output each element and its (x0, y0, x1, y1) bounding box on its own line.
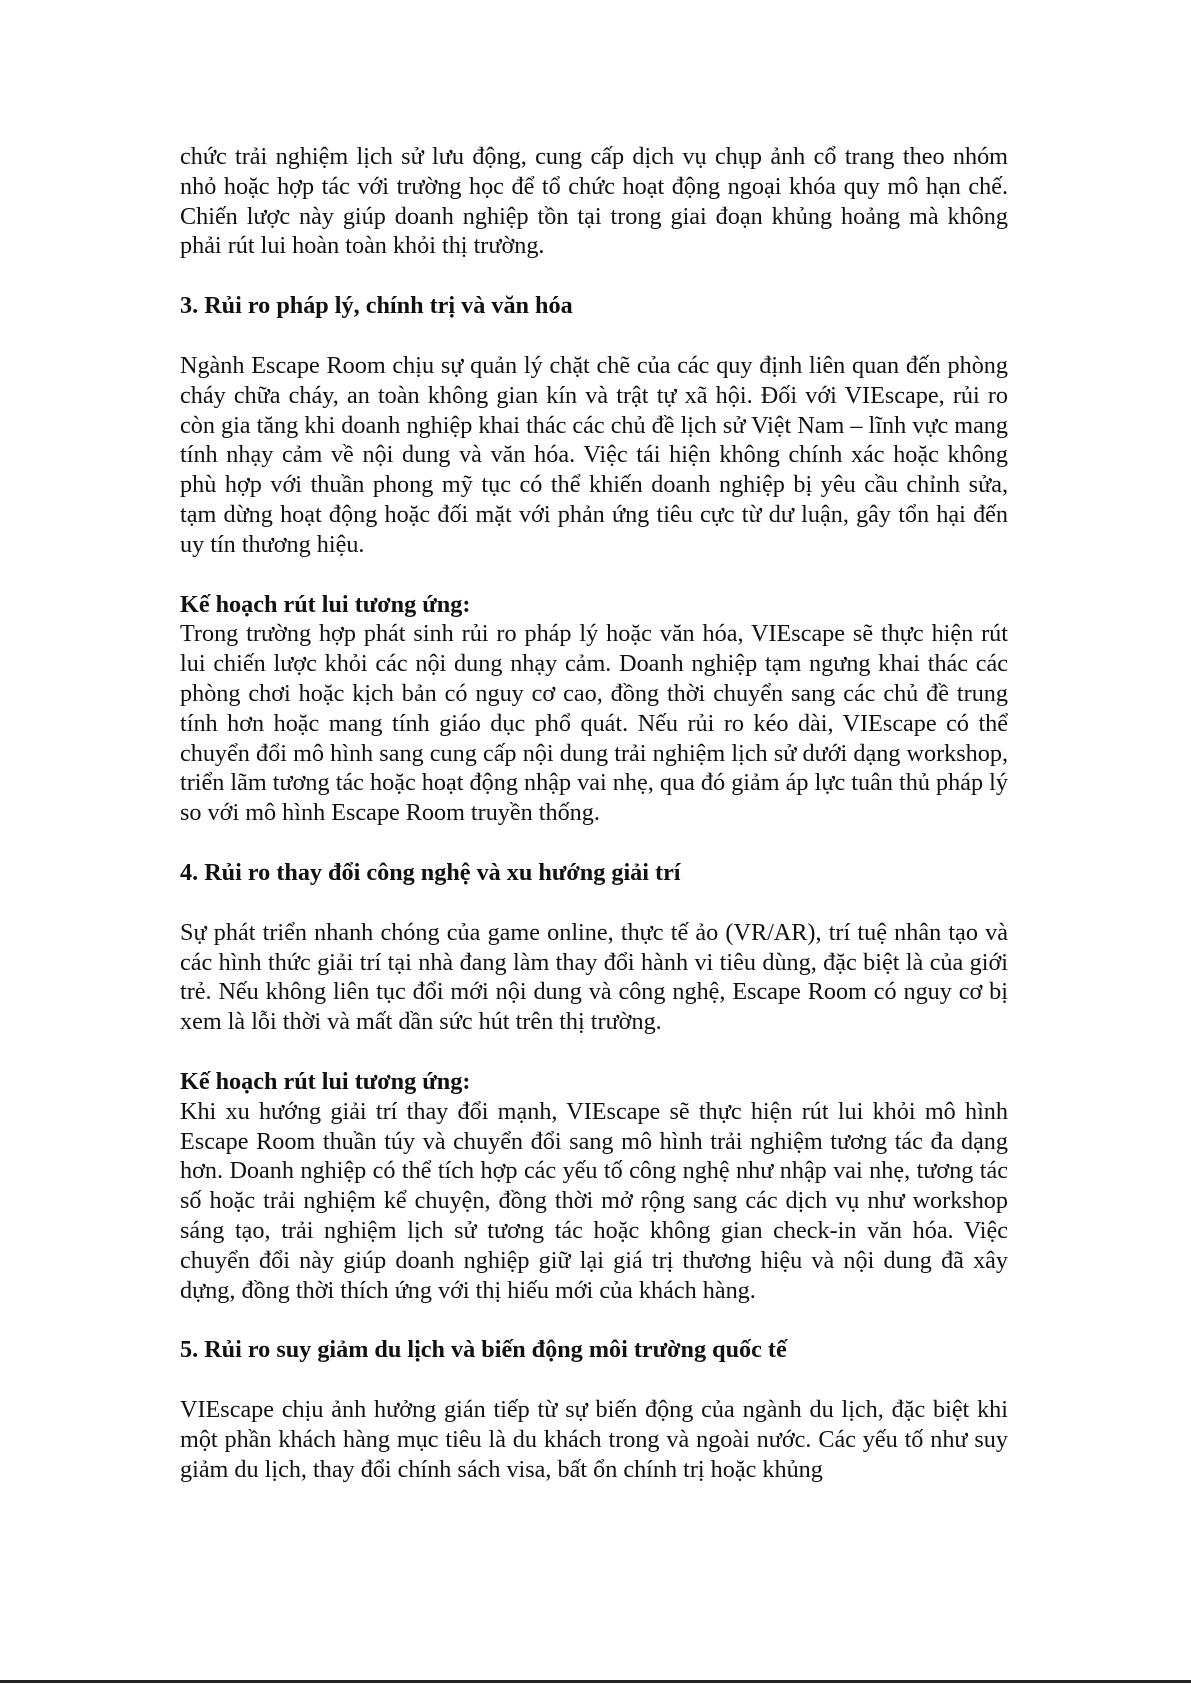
paragraph-legal-exit-plan: Trong trường hợp phát sinh rủi ro pháp lý hoặc văn hóa, VIEscape sẽ thực hiện rút lui chiến lược khỏi các nội dung nhạy cảm. Doanh nghiệp tạm ngưng khai thác các phòng chơi hoặc kịch bản có nguy cơ cao, đồng thời chuyển sang các chủ đề trung tính hơn hoặc mang tính giáo dục phổ quát. Nếu rủi ro kéo dài, VIEscape có thể chuyển đổi mô hình sang cung cấp nội dung trải nghiệm lịch sử dưới dạng workshop, triển lãm tương tác hoặc hoạt động nhập vai nhẹ, qua đó giảm áp lực tuân thủ pháp lý so với mô hình Escape Room truyền thống. (180, 620, 1008, 827)
paragraph-intro: chức trải nghiệm lịch sử lưu động, cung cấp dịch vụ chụp ảnh cổ trang theo nhóm nhỏ hoặc hợp tác với trường học để tổ chức hoạt động ngoại khóa quy mô hạn chế. Chiến lược này giúp doanh nghiệp tồn tại trong giai đoạn khủng hoảng mà không phải rút lui hoàn toàn khỏi thị trường. (180, 143, 1008, 260)
document-page (180, 142, 1008, 1484)
section-heading-3: 3. Rủi ro pháp lý, chính trị và văn hóa (180, 292, 573, 320)
paragraph-legal-risk: Ngành Escape Room chịu sự quản lý chặt chẽ của các quy định liên quan đến phòng cháy chữa cháy, an toàn không gian kín và trật tự xã hội. Đối với VIEscape, rủi ro còn gia tăng khi doanh nghiệp khai thác các chủ đề lịch sử Việt Nam – lĩnh vực mang tính nhạy cảm về nội dung và văn hóa. Việc tái hiện không chính xác hoặc không phù hợp với thuần phong mỹ tục có thể khiến doanh nghiệp bị yêu cầu chỉnh sửa, tạm dừng hoạt động hoặc đối mặt với phản ứng tiêu cực từ dư luận, gây tổn hại đến uy tín thương hiệu. (180, 351, 1008, 558)
section-heading-5: 5. Rủi ro suy giảm du lịch và biến động môi trường quốc tế (180, 1336, 787, 1364)
paragraph-tech-exit-plan: Khi xu hướng giải trí thay đổi mạnh, VIEscape sẽ thực hiện rút lui khỏi mô hình Escape Room thuần túy và chuyển đổi sang mô hình trải nghiệm tương tác đa dạng hơn. Doanh nghiệp có thể tích hợp các yếu tố công nghệ như nhập vai nhẹ, tương tác số hoặc trải nghiệm kể chuyện, đồng thời mở rộng sang các dịch vụ như workshop sáng tạo, trải nghiệm lịch sử tương tác hoặc không gian check-in văn hóa. Việc chuyển đổi này giúp doanh nghiệp giữ lại giá trị thương hiệu và nội dung đã xây dựng, đồng thời thích ứng với thị hiếu mới của khách hàng. (180, 1097, 1008, 1304)
paragraph-tourism-risk: VIEscape chịu ảnh hưởng gián tiếp từ sự biến động của ngành du lịch, đặc biệt khi một phần khách hàng mục tiêu là du khách trong và ngoài nước. Các yếu tố như suy giảm du lịch, thay đổi chính sách visa, bất ổn chính trị hoặc khủng (180, 1396, 1008, 1483)
exit-plan-heading-3: Kế hoạch rút lui tương ứng: (180, 590, 471, 618)
bottom-page-edge (0, 1680, 1191, 1683)
paragraph-tech-risk: Sự phát triển nhanh chóng của game online, thực tế ảo (VR/AR), trí tuệ nhân tạo và các hình thức giải trí tại nhà đang làm thay đổi hành vi tiêu dùng, đặc biệt là của giới trẻ. Nếu không liên tục đổi mới nội dung và công nghệ, Escape Room có nguy cơ bị xem là lỗi thời và mất dần sức hút trên thị trường. (180, 918, 1008, 1036)
exit-plan-heading-4: Kế hoạch rút lui tương ứng: (180, 1067, 471, 1095)
section-heading-4: 4. Rủi ro thay đổi công nghệ và xu hướng giải trí (180, 858, 681, 886)
